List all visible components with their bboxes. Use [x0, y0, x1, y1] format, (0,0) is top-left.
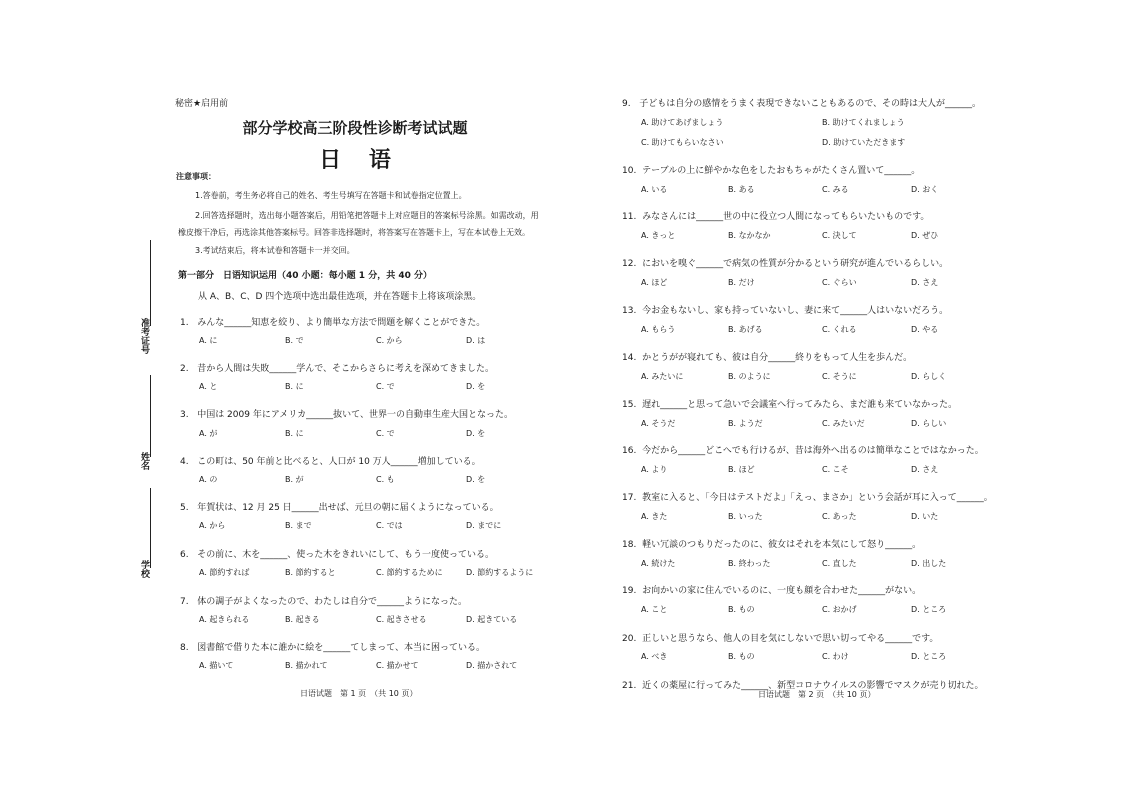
option-a: A. もらう — [641, 325, 676, 334]
option-b: B. ほど — [728, 465, 755, 474]
option-c: C. も — [376, 475, 395, 484]
option-d: D. ぜひ — [911, 231, 939, 240]
secret-label: 秘密★启用前 — [175, 99, 229, 109]
option-c: C. では — [376, 521, 403, 530]
option-a: A. こと — [641, 605, 668, 614]
option-b: B. もの — [728, 605, 755, 614]
notice-item: 橡皮擦干净后，再选涂其他答案标号。回答非选择题时，将答案写在答题卡上，写在本试卷上无效。 — [178, 228, 530, 237]
option-a: A. 助けてあげましょう — [641, 118, 724, 127]
question-1: 1. みんな______知恵を絞り、より簡単な方法で問題を解くことができた。 — [180, 318, 486, 328]
option-c: C. 直した — [822, 559, 857, 568]
question-3: 3. 中国は 2009 年にアメリカ______抜いて、世界一の自動車生産大国となった。 — [180, 410, 514, 420]
option-a: A. の — [199, 475, 218, 484]
question-20: 20. 正しいと思うなら、他人の目を気にしないで思い切ってやる______です。 — [622, 634, 939, 644]
notice-heading: 注意事项： — [176, 172, 216, 181]
option-c: C. 起きさせる — [376, 615, 427, 624]
option-d: D. 節約するように — [466, 568, 534, 577]
option-d: D. やる — [911, 325, 939, 334]
option-b: B. いった — [728, 512, 763, 521]
option-c: C. 助けてもらいなさい — [641, 138, 724, 147]
option-c: C. くれる — [822, 325, 857, 334]
option-d: D. 起きている — [466, 615, 518, 624]
option-a: A. ほど — [641, 278, 668, 287]
label-school: 学校 — [139, 560, 149, 578]
option-c: C. 決して — [822, 231, 857, 240]
notice-item: 1.答卷前，考生务必将自己的姓名、考生号填写在答题卡和试卷指定位置上。 — [195, 191, 467, 200]
option-b: B. 節約すると — [285, 568, 336, 577]
question-21: 21. 近くの薬屋に行ってみた______、新型コロナウイルスの影響でマスクが売り切れた。 — [622, 681, 984, 691]
question-9: 9. 子どもは自分の感情をうまく表現できないこともあるので、その時は大人が______。 — [622, 99, 982, 109]
option-d: D. 助けていただきます — [822, 138, 906, 147]
option-b: B. 助けてくれましょう — [822, 118, 905, 127]
option-a: A. と — [199, 382, 218, 391]
page-title: 部分学校高三阶段性诊断考试试题 — [242, 119, 468, 137]
option-a: A. から — [199, 521, 226, 530]
notice-item: 3.考试结束后，将本试卷和答题卡一并交回。 — [195, 246, 355, 255]
option-b: B. ようだ — [728, 419, 763, 428]
section-heading: 第一部分 日语知识运用（40 小题：每小题 1 分，共 40 分） — [178, 271, 432, 281]
option-d: D. 描かされて — [466, 661, 518, 670]
question-7: 7. 体の調子がよくなったので、わたしは自分で______ようになった。 — [180, 597, 468, 607]
label-exam-id: 准考证号 — [139, 318, 149, 354]
option-d: D. いた — [911, 512, 939, 521]
question-18: 18. 軽い冗談のつもりだったのに、彼女はそれを本気にして怒り______。 — [622, 540, 922, 550]
question-12: 12. においを嗅ぐ______で病気の性質が分かるという研究が進んでいるらしい。 — [622, 259, 949, 269]
option-d: D. らしい — [911, 419, 947, 428]
option-b: B. のように — [728, 372, 771, 381]
option-d: D. 出した — [911, 559, 947, 568]
option-c: C. みる — [822, 185, 849, 194]
option-d: D. ところ — [911, 652, 947, 661]
name-underline — [150, 375, 151, 457]
option-b: B. だけ — [728, 278, 755, 287]
option-c: C. 節約するために — [376, 568, 443, 577]
option-b: B. なかなか — [728, 231, 771, 240]
option-a: A. 節約すれば — [199, 568, 250, 577]
option-a: A. きっと — [641, 231, 676, 240]
option-d: D. は — [466, 336, 486, 345]
option-b: B. に — [285, 382, 304, 391]
label-name: 姓名 — [139, 452, 149, 470]
option-b: B. ある — [728, 185, 755, 194]
question-14: 14. かとうがが寝れても、彼は自分______終りをもって人生を歩んだ。 — [622, 353, 913, 363]
option-c: C. で — [376, 382, 395, 391]
option-d: D. さえ — [911, 465, 939, 474]
page-footer: 日语试题 第 2 页 （共 10 页） — [758, 690, 876, 699]
option-d: D. を — [466, 382, 486, 391]
notice-item: 2.回答选择题时，选出每小题答案后，用铅笔把答题卡上对应题目的答案标号涂黑。如需改动，用 — [195, 211, 539, 220]
option-c: C. わけ — [822, 652, 849, 661]
option-a: A. いる — [641, 185, 668, 194]
option-b: B. で — [285, 336, 304, 345]
question-17: 17. 教室に入ると、「今日はテストだよ」「えっ、まさか」という会話が耳に入って______。 — [622, 493, 993, 503]
option-d: D. を — [466, 429, 486, 438]
option-a: A. 起きられる — [199, 615, 250, 624]
option-c: C. おかげ — [822, 605, 857, 614]
option-d: D. を — [466, 475, 486, 484]
question-11: 11. みなさんには______世の中に役立つ人間になってもらいたいものです。 — [622, 212, 930, 222]
option-c: C. から — [376, 336, 403, 345]
option-a: A. に — [199, 336, 218, 345]
question-16: 16. 今だから______どこへでも行けるが、昔は海外へ出るのは簡単なことではなかった。 — [622, 446, 984, 456]
option-b: B. 起きる — [285, 615, 320, 624]
option-b: B. まで — [285, 521, 312, 530]
option-c: C. で — [376, 429, 395, 438]
question-19: 19. お向かいの家に住んでいるのに、一度も顔を合わせた______がない。 — [622, 586, 922, 596]
option-c: C. そうに — [822, 372, 857, 381]
option-b: B. もの — [728, 652, 755, 661]
school-underline — [150, 488, 151, 568]
option-d: D. までに — [466, 521, 502, 530]
option-a: A. が — [199, 429, 218, 438]
page-footer: 日语试题 第 1 页 （共 10 页） — [300, 689, 418, 698]
right-page — [600, 0, 1123, 794]
question-5: 5. 年賀状は、12 月 25 日______出せば、元旦の朝に届くようになっている。 — [180, 503, 499, 513]
option-d: D. らしく — [911, 372, 947, 381]
option-c: C. ぐらい — [822, 278, 857, 287]
option-c: C. こそ — [822, 465, 849, 474]
option-a: A. 描いて — [199, 661, 234, 670]
option-c: C. みたいだ — [822, 419, 865, 428]
option-c: C. あった — [822, 512, 857, 521]
option-a: A. みたいに — [641, 372, 684, 381]
option-a: A. べき — [641, 652, 668, 661]
option-a: A. より — [641, 465, 668, 474]
option-c: C. 描かせて — [376, 661, 419, 670]
option-d: D. ところ — [911, 605, 947, 614]
question-13: 13. 今お金もないし、家も持っていないし、妻に来て______人はいないだろう。 — [622, 306, 949, 316]
question-6: 6. その前に、木を______、使った木をきれいにして、もう一度使っている。 — [180, 550, 495, 560]
option-b: B. が — [285, 475, 304, 484]
option-d: D. さえ — [911, 278, 939, 287]
question-8: 8. 図書館で借りた本に誰かに絵を______てしまって、本当に困っている。 — [180, 643, 486, 653]
option-b: B. に — [285, 429, 304, 438]
option-b: B. 描かれて — [285, 661, 328, 670]
option-a: A. きた — [641, 512, 668, 521]
question-15: 15. 遅れ______と思って急いで会議室へ行ってみたら、まだ誰も来ていなかった。 — [622, 400, 958, 410]
question-10: 10. テーブルの上に鮮やかな色をしたおもちゃがたくさん置いて______。 — [622, 166, 921, 176]
option-a: A. 続けた — [641, 559, 676, 568]
section-instruction: 从 A、B、C、D 四个选项中选出最佳选项，并在答题卡上将该项涂黑。 — [198, 292, 482, 302]
option-a: A. そうだ — [641, 419, 676, 428]
option-d: D. おく — [911, 185, 939, 194]
option-b: B. あげる — [728, 325, 763, 334]
question-2: 2. 昔から人間は失敗______学んで、そこからさらに考えを深めてきました。 — [180, 364, 495, 374]
id-underline — [150, 240, 151, 326]
subject-title: 日 语 — [319, 147, 401, 173]
question-4: 4. この町は、50 年前と比べると、人口が 10 万人______増加している。 — [180, 457, 481, 467]
option-b: B. 終わった — [728, 559, 771, 568]
